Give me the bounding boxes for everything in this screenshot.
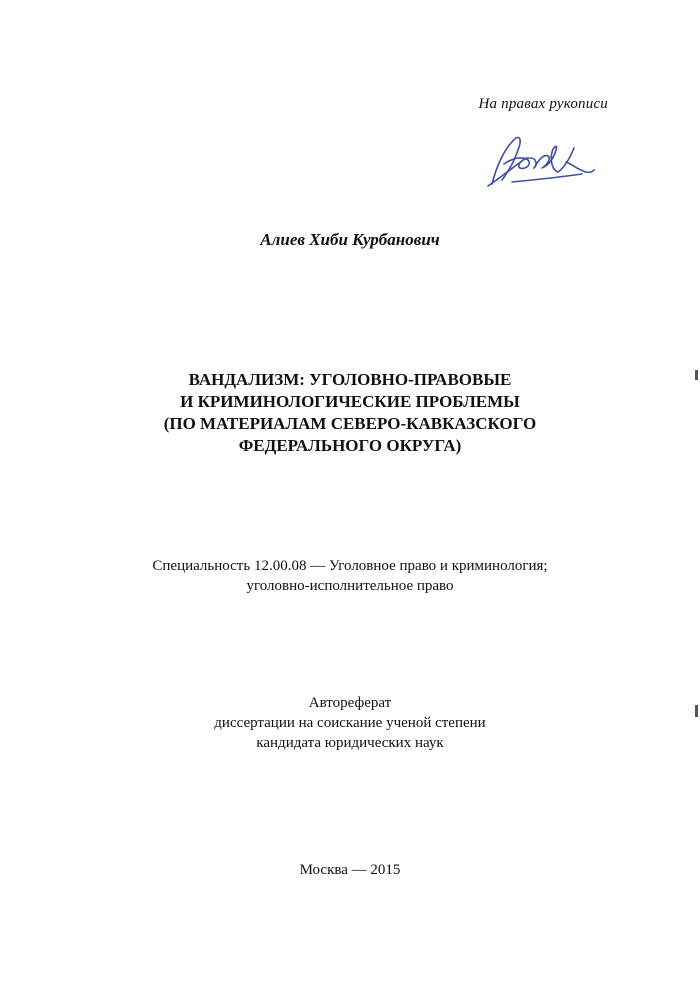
abstract-line: кандидата юридических наук: [256, 735, 444, 751]
city-year: Москва — 2015: [299, 862, 401, 878]
specialty-line: Специальность 12.00.08 — Уголовное право и криминология;: [152, 558, 548, 574]
signature-icon: [482, 128, 598, 194]
scan-edge-mark: [695, 705, 698, 717]
scan-edge-mark: [695, 370, 698, 380]
title-line: ВАНДАЛИЗМ: УГОЛОВНО-ПРАВОВЫЕ: [188, 370, 512, 389]
specialty: [0, 556, 700, 596]
abstract-description: [0, 693, 700, 753]
abstract-line: Автореферат: [308, 695, 392, 711]
abstract-line: диссертации на соискание ученой степени: [214, 715, 486, 731]
rights-note: На правах рукописи: [478, 96, 608, 112]
specialty-line: уголовно-исполнительное право: [246, 578, 454, 594]
author-name: Алиев Хиби Курбанович: [260, 230, 440, 249]
dissertation-title: [0, 369, 700, 457]
title-line: И КРИМИНОЛОГИЧЕСКИЕ ПРОБЛЕМЫ: [180, 392, 520, 411]
title-line: (ПО МАТЕРИАЛАМ СЕВЕРО-КАВКАЗСКОГО: [163, 414, 537, 433]
title-line: ФЕДЕРАЛЬНОГО ОКРУГА): [238, 436, 462, 455]
